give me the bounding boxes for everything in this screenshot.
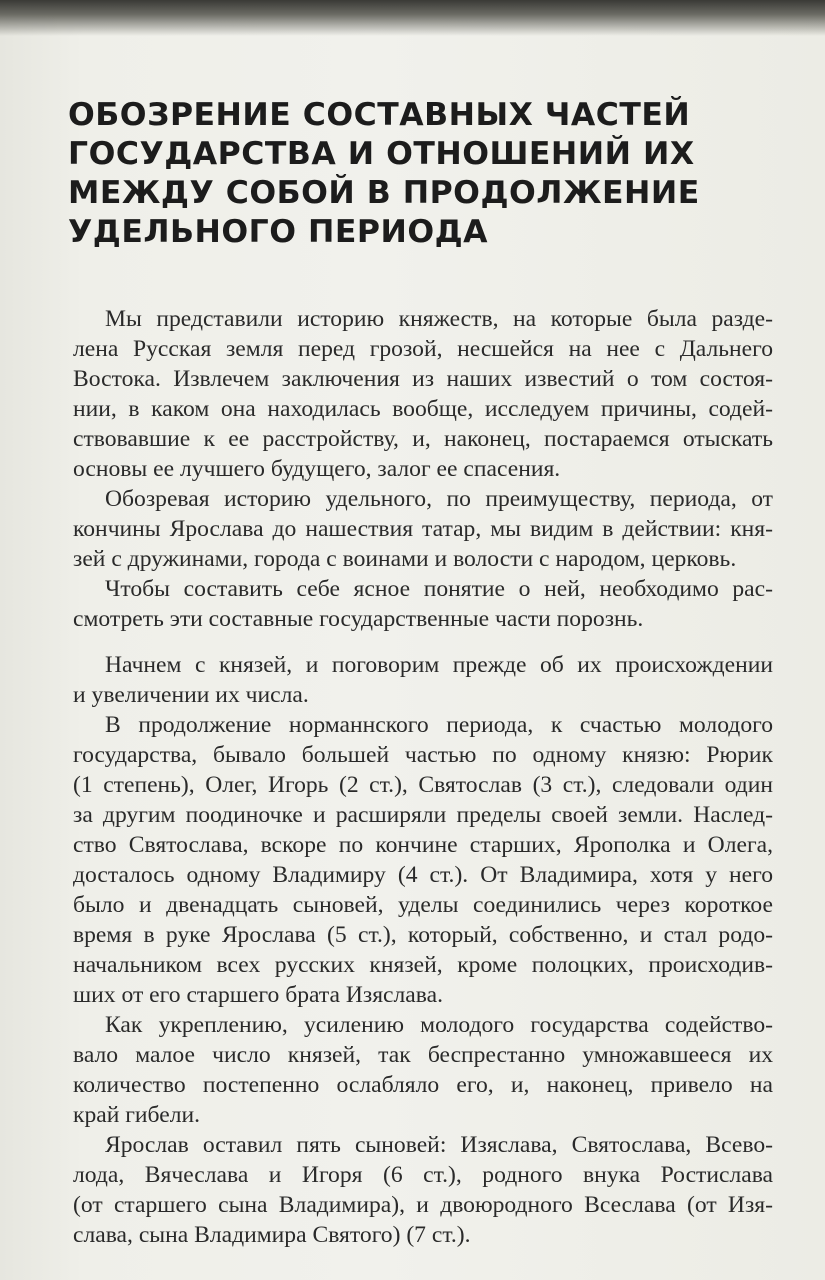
text-line: вало малое число князей, так беспрестанно умножавшееся их <box>73 1042 773 1068</box>
paragraph <box>73 1010 773 1130</box>
text-line: лена Русская земля перед грозой, несшейся на нее с Дальнего <box>73 336 773 362</box>
text-line: начальником всех русских князей, кроме полоцких, происходив- <box>73 952 773 978</box>
text-line: смотреть эти составные государственные части порознь. <box>73 606 644 632</box>
paragraph-gap <box>73 634 773 650</box>
text-line: досталось одному Владимиру (4 ст.). От Владимира, хотя у него <box>73 862 773 888</box>
text-line: край гибели. <box>73 1102 201 1128</box>
text-line: за другим поодиночке и расширяли пределы своей земли. Наслед- <box>73 802 773 828</box>
chapter-title-line: МЕЖДУ СОБОЙ В ПРОДОЛЖЕНИЕ <box>68 175 700 211</box>
chapter-title-line: УДЕЛЬНОГО ПЕРИОДА <box>68 214 489 250</box>
chapter-title-line: ГОСУДАРСТВА И ОТНОШЕНИЙ ИХ <box>68 136 695 172</box>
text-line: В продолжение норманнского периода, к счастью молодого <box>105 712 773 738</box>
text-line: Обозревая историю удельного, по преимуществу, периода, от <box>105 486 773 512</box>
text-line: нии, в каком она находилась вообще, исследуем причины, содей- <box>73 396 773 422</box>
text-line: Ярослав оставил пять сыновей: Изяслава, Святослава, Всево- <box>105 1132 773 1158</box>
text-line: лода, Вячеслава и Игоря (6 ст.), родного внука Ростислава <box>73 1162 773 1188</box>
text-line: государства, бывало большей частью по одному князю: Рюрик <box>73 742 773 768</box>
body-text <box>73 304 773 1250</box>
text-line: Начнем с князей, и поговорим прежде об их происхождении <box>105 652 773 678</box>
text-line: количество постепенно ослабляло его, и, наконец, привело на <box>73 1072 773 1098</box>
paragraph <box>73 304 773 484</box>
paragraph <box>73 710 773 1010</box>
page-top-shadow <box>0 0 825 36</box>
text-line: ствовавшие к ее расстройству, и, наконец, постараемся отыскать <box>73 426 773 452</box>
paragraph <box>73 1130 773 1250</box>
text-line: и увеличении их числа. <box>73 682 309 708</box>
text-line: (1 степень), Олег, Игорь (2 ст.), Святослав (3 ст.), следовали один <box>73 772 773 798</box>
text-line: ство Святослава, вскоре по кончине старших, Ярополка и Олега, <box>73 832 773 858</box>
text-line: ших от его старшего брата Изяслава. <box>73 982 443 1008</box>
chapter-title <box>68 96 748 252</box>
text-line: слава, сына Владимира Святого) (7 ст.). <box>73 1222 471 1248</box>
paragraph <box>73 484 773 574</box>
text-line: Востока. Извлечем заключения из наших известий о том состоя- <box>73 366 773 392</box>
text-line: кончины Ярослава до нашествия татар, мы видим в действии: кня- <box>73 516 773 542</box>
text-line: время в руке Ярослава (5 ст.), который, собственно, и стал родо- <box>73 922 773 948</box>
text-line: зей с дружинами, города с воинами и волости с народом, церковь. <box>73 546 737 572</box>
text-line: Как укреплению, усилению молодого государства содейство- <box>105 1012 773 1038</box>
chapter-title-line: ОБОЗРЕНИЕ СОСТАВНЫХ ЧАСТЕЙ <box>68 97 691 133</box>
text-line: основы ее лучшего будущего, залог ее спасения. <box>73 456 561 482</box>
text-line: Чтобы составить себе ясное понятие о ней, необходимо рас- <box>105 576 773 602</box>
paragraph <box>73 574 773 634</box>
text-line: было и двенадцать сыновей, уделы соединились через короткое <box>73 892 773 918</box>
paragraph <box>73 650 773 710</box>
text-line: (от старшего сына Владимира), и двоюродного Всеслава (от Изя- <box>73 1192 773 1218</box>
text-line: Мы представили историю княжеств, на которые была разде- <box>105 306 773 332</box>
